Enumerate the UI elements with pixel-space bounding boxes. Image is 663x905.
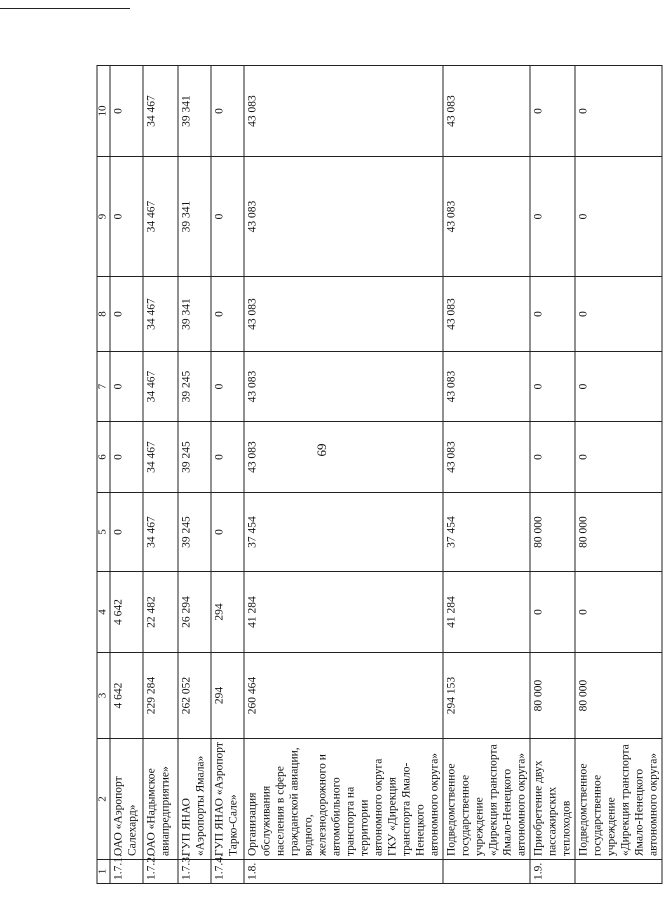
value-cell: 80 000 bbox=[575, 653, 662, 739]
header-cell: 4 bbox=[97, 572, 110, 653]
value-cell: 294 bbox=[211, 572, 244, 653]
value-cell: 43 083 bbox=[443, 157, 530, 277]
row-number: 1.7.2. bbox=[143, 860, 178, 884]
value-cell: 294 153 bbox=[443, 653, 530, 739]
value-cell: 37 454 bbox=[443, 493, 530, 572]
value-cell: 43 083 bbox=[244, 277, 443, 352]
table-row bbox=[443, 66, 530, 884]
row-number bbox=[443, 860, 530, 884]
header-cell: 7 bbox=[97, 352, 110, 422]
value-cell: 43 083 bbox=[443, 422, 530, 493]
value-cell: 0 bbox=[575, 572, 662, 653]
value-cell: 37 454 bbox=[244, 493, 443, 572]
value-cell: 34 467 bbox=[143, 493, 178, 572]
value-cell: 0 bbox=[575, 157, 662, 277]
header-cell: 5 bbox=[97, 493, 110, 572]
value-cell: 0 bbox=[110, 422, 143, 493]
page-number: 69 bbox=[314, 443, 329, 457]
rotated-page bbox=[96, 66, 660, 884]
value-cell: 0 bbox=[530, 422, 575, 493]
table-row bbox=[244, 66, 443, 884]
row-name: ОАО «Аэропорт Салехард» bbox=[110, 739, 143, 860]
value-cell: 80 000 bbox=[575, 493, 662, 572]
row-number: 1.8. bbox=[244, 860, 443, 884]
row-name: ГУП ЯНАО «Аэропорты Ямала» bbox=[178, 739, 211, 860]
value-cell: 22 482 bbox=[143, 572, 178, 653]
table-row bbox=[575, 66, 662, 884]
value-cell: 0 bbox=[530, 157, 575, 277]
header-cell: 9 bbox=[97, 157, 110, 277]
table-row bbox=[211, 66, 244, 884]
value-cell: 34 467 bbox=[143, 422, 178, 493]
table-row bbox=[530, 66, 575, 884]
value-cell: 0 bbox=[110, 66, 143, 157]
value-cell: 43 083 bbox=[244, 422, 443, 493]
table-row bbox=[143, 66, 178, 884]
value-cell: 26 294 bbox=[178, 572, 211, 653]
top-rule bbox=[0, 8, 130, 9]
value-cell: 4 642 bbox=[110, 572, 143, 653]
value-cell: 39 245 bbox=[178, 422, 211, 493]
value-cell: 34 467 bbox=[143, 352, 178, 422]
value-cell: 0 bbox=[575, 277, 662, 352]
value-cell: 0 bbox=[530, 352, 575, 422]
value-cell: 43 083 bbox=[443, 352, 530, 422]
value-cell: 0 bbox=[211, 352, 244, 422]
row-name: ГУП ЯНАО «Аэропорт Тарко-Сале» bbox=[211, 739, 244, 860]
header-cell: 6 bbox=[97, 422, 110, 493]
value-cell: 43 083 bbox=[443, 277, 530, 352]
value-cell: 260 464 bbox=[244, 653, 443, 739]
value-cell: 43 083 bbox=[244, 66, 443, 157]
value-cell: 0 bbox=[530, 277, 575, 352]
value-cell: 41 284 bbox=[244, 572, 443, 653]
value-cell: 0 bbox=[211, 157, 244, 277]
header-cell: 2 bbox=[97, 739, 110, 860]
row-name: Приобретение двух пассажирских теплоходов bbox=[530, 739, 575, 860]
value-cell: 0 bbox=[530, 66, 575, 157]
header-row bbox=[97, 66, 110, 884]
value-cell: 43 083 bbox=[244, 157, 443, 277]
value-cell: 0 bbox=[575, 66, 662, 157]
header-cell: 10 bbox=[97, 66, 110, 157]
value-cell: 80 000 bbox=[530, 493, 575, 572]
value-cell: 0 bbox=[530, 572, 575, 653]
row-name: Подведомственное государственное учреждение «Дирекция транспорта Ямало-Ненецкого автономного округа» bbox=[575, 739, 662, 860]
row-number: 1.7.4. bbox=[211, 860, 244, 884]
row-number bbox=[575, 860, 662, 884]
header-cell: 3 bbox=[97, 653, 110, 739]
value-cell: 0 bbox=[211, 66, 244, 157]
value-cell: 43 083 bbox=[244, 352, 443, 422]
value-cell: 0 bbox=[110, 277, 143, 352]
value-cell: 34 467 bbox=[143, 66, 178, 157]
value-cell: 43 083 bbox=[443, 66, 530, 157]
value-cell: 39 341 bbox=[178, 277, 211, 352]
value-cell: 0 bbox=[110, 157, 143, 277]
value-cell: 80 000 bbox=[530, 653, 575, 739]
value-cell: 39 245 bbox=[178, 493, 211, 572]
value-cell: 41 284 bbox=[443, 572, 530, 653]
value-cell: 0 bbox=[211, 422, 244, 493]
value-cell: 0 bbox=[575, 422, 662, 493]
value-cell: 34 467 bbox=[143, 157, 178, 277]
row-name: Организация обслуживания населения в сфере гражданской авиации, водного, железнодорожного и автомобильного транспорта на территории автономного округа ГКУ «Дирекция транспорта Ямало-Ненецкого автономного округа» bbox=[244, 739, 443, 860]
value-cell: 262 052 bbox=[178, 653, 211, 739]
value-cell: 0 bbox=[211, 277, 244, 352]
row-number: 1.7.1. bbox=[110, 860, 143, 884]
table-row bbox=[110, 66, 143, 884]
budget-table bbox=[97, 65, 663, 884]
value-cell: 229 284 bbox=[143, 653, 178, 739]
header-cell: 8 bbox=[97, 277, 110, 352]
header-cell: 1 bbox=[97, 860, 110, 884]
row-name: Подведомственное государственное учреждение «Дирекция транспорта Ямало-Ненецкого автономного округа» bbox=[443, 739, 530, 860]
value-cell: 34 467 bbox=[143, 277, 178, 352]
row-number: 1.7.3. bbox=[178, 860, 211, 884]
value-cell: 0 bbox=[110, 493, 143, 572]
value-cell: 39 341 bbox=[178, 66, 211, 157]
value-cell: 0 bbox=[211, 493, 244, 572]
value-cell: 0 bbox=[110, 352, 143, 422]
value-cell: 4 642 bbox=[110, 653, 143, 739]
row-number: 1.9. bbox=[530, 860, 575, 884]
row-name: ОАО «Надымское авиапредприятие» bbox=[143, 739, 178, 860]
value-cell: 39 341 bbox=[178, 157, 211, 277]
table-row bbox=[178, 66, 211, 884]
value-cell: 294 bbox=[211, 653, 244, 739]
value-cell: 39 245 bbox=[178, 352, 211, 422]
value-cell: 0 bbox=[575, 352, 662, 422]
